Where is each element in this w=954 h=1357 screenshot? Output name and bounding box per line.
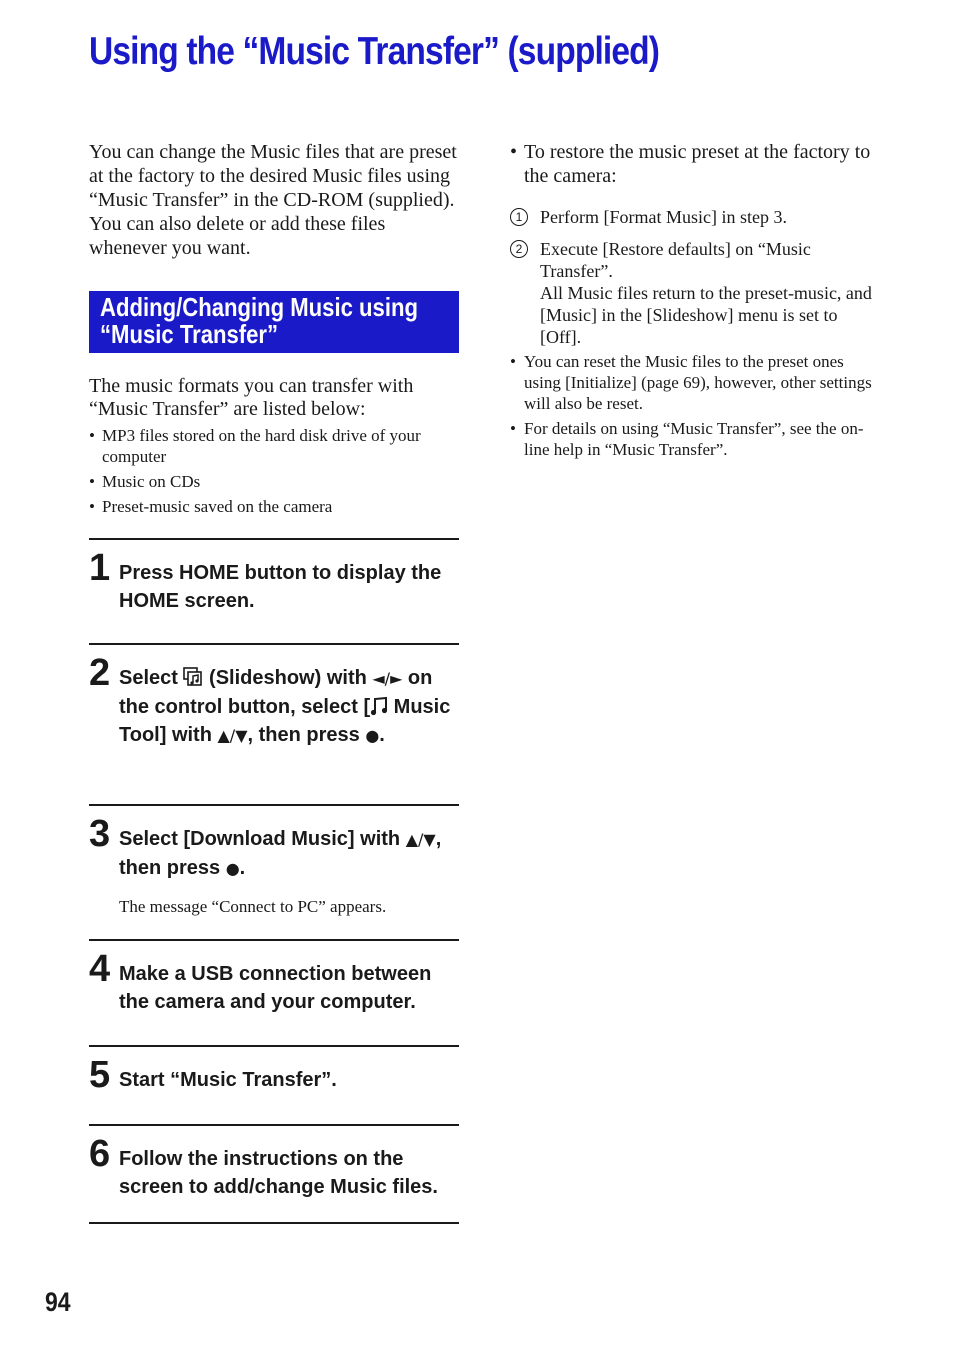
list-item: • MP3 files stored on the hard disk drive of your computer bbox=[89, 425, 459, 467]
step-number: 2 bbox=[89, 652, 111, 694]
step-number: 4 bbox=[89, 948, 111, 990]
step-2 bbox=[89, 645, 459, 806]
restore-step-2 bbox=[510, 238, 880, 348]
right-column bbox=[510, 140, 880, 460]
step-number: 1 bbox=[89, 547, 111, 589]
section-heading bbox=[89, 291, 459, 353]
step-3 bbox=[89, 806, 459, 941]
circled-number: 2 bbox=[510, 240, 528, 258]
step-text: Start “Music Transfer”. bbox=[119, 1069, 337, 1091]
step-number: 3 bbox=[89, 813, 111, 855]
step-text-part: , then press bbox=[119, 828, 442, 879]
formats-list bbox=[89, 425, 459, 517]
music-note-icon bbox=[370, 696, 388, 716]
step-text-part: Select bbox=[119, 667, 184, 689]
page-number: 94 bbox=[45, 1287, 71, 1317]
formats-intro: The music formats you can transfer with “Music Transfer” are listed below: bbox=[89, 375, 414, 420]
section-heading-line2: “Music Transfer” bbox=[100, 319, 279, 349]
step-text bbox=[119, 645, 459, 750]
step-text-part: . bbox=[379, 724, 385, 746]
center-button-icon: ● bbox=[365, 726, 380, 745]
restore-intro: • To restore the music preset at the factory to the camera: bbox=[510, 140, 880, 188]
page-title: Using the “Music Transfer” (supplied) bbox=[89, 30, 660, 73]
step-text-part: . bbox=[239, 857, 246, 879]
restore-step-1 bbox=[510, 206, 880, 228]
step-text-part: on the control button, select [ bbox=[119, 667, 433, 718]
circled-number: 1 bbox=[510, 208, 528, 226]
step-6 bbox=[89, 1126, 459, 1224]
step-note: The message “Connect to PC” appears. bbox=[119, 897, 387, 916]
restore-step-subtext: All Music files return to the preset-music, and [Music] in the [Slideshow] menu is set to [Off]. bbox=[540, 283, 872, 347]
center-button-icon: ● bbox=[225, 859, 240, 878]
step-1 bbox=[89, 540, 459, 645]
step-text: Make a USB connection between the camera and your computer. bbox=[119, 963, 432, 1013]
step-text: Follow the instructions on the screen to add/change Music files. bbox=[119, 1148, 438, 1198]
up-down-arrows-icon: ▲/▼ bbox=[405, 830, 436, 849]
step-text-part: Select [Download Music] with bbox=[119, 828, 406, 850]
step-text-part: , then press bbox=[247, 724, 366, 746]
restore-step-text: Perform [Format Music] in step 3. bbox=[540, 207, 787, 227]
left-column bbox=[89, 140, 459, 1224]
step-text-part: Music Tool] with bbox=[119, 696, 451, 746]
restore-step-text: Execute [Restore defaults] on “Music Transfer”. bbox=[540, 239, 811, 281]
section-heading-line1: Adding/Changing Music using bbox=[100, 292, 418, 322]
steps bbox=[89, 538, 459, 1224]
slideshow-icon bbox=[183, 667, 203, 687]
step-number: 5 bbox=[89, 1054, 111, 1096]
note-item: • For details on using “Music Transfer”, see the on-line help in “Music Transfer”. bbox=[510, 418, 880, 460]
intro-paragraph: You can change the Music files that are preset at the factory to the desired Music files using “Music Transfer” in the CD-ROM (supplied). You can also delete or add these files whenever you want. bbox=[89, 141, 457, 259]
step-5 bbox=[89, 1047, 459, 1126]
step-4 bbox=[89, 941, 459, 1047]
up-down-arrows-icon: ▲/▼ bbox=[217, 726, 248, 745]
step-text bbox=[119, 806, 459, 883]
step-text: Press HOME button to display the HOME screen. bbox=[119, 562, 442, 612]
note-item: • You can reset the Music files to the preset ones using [Initialize] (page 69), however, other settings will also be reset. bbox=[510, 351, 880, 414]
list-item: • Music on CDs bbox=[89, 471, 459, 492]
step-number: 6 bbox=[89, 1133, 111, 1175]
step-text-part: (Slideshow) with bbox=[203, 667, 373, 689]
left-right-arrows-icon: ◄/► bbox=[372, 669, 403, 688]
list-item: • Preset-music saved on the camera bbox=[89, 496, 459, 517]
